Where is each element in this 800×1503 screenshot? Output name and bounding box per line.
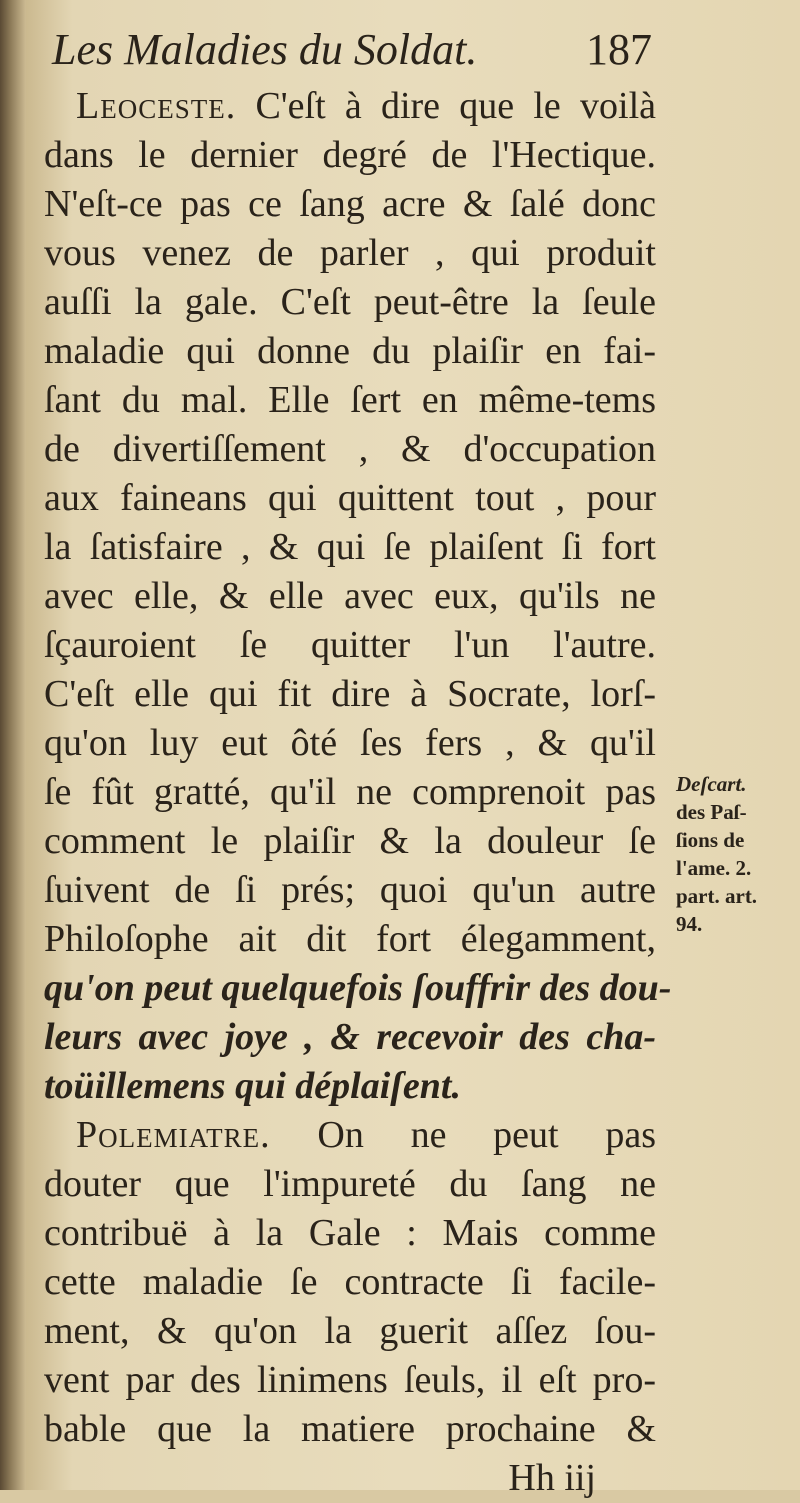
quotation-line: toüillemens qui déplaiſent. — [44, 1065, 461, 1107]
text-line: aux faineans qui quittent tout , pour — [44, 477, 656, 519]
text-line: auſſi la gale. C'eſt peut-être la ſeule — [44, 281, 656, 323]
text-line: ſe fût gratté, qu'il ne comprenoit pas — [44, 771, 656, 813]
text-line: la ſatisfaire , & qui ſe plaiſent ſi fort — [44, 526, 656, 568]
margin-note-line: Deſcart. — [676, 772, 747, 796]
book-gutter — [0, 0, 26, 1490]
margin-note — [676, 770, 794, 938]
margin-note-line: part. art. — [676, 884, 758, 908]
text-line: comment le plaiſir & la douleur ſe — [44, 820, 656, 862]
text-line — [44, 1111, 656, 1160]
text-line: N'eſt-ce pas ce ſang acre & ſalé donc — [44, 183, 656, 225]
text-line: dans le dernier degré de l'Hectique. — [44, 134, 656, 176]
margin-note-line: des Paſ- — [676, 800, 747, 824]
text-line: ſçauroient ſe quitter l'un l'autre. — [44, 624, 656, 666]
quotation-line: leurs avec joye , & recevoir des cha- — [44, 1016, 656, 1058]
text-line: ſuivent de ſi prés; quoi qu'un autre — [44, 869, 656, 911]
main-text — [44, 82, 672, 1503]
text-line: maladie qui donne du plaiſir en fai- — [44, 330, 656, 372]
running-title: Les Maladies du Soldat. — [52, 25, 478, 74]
text-line: C'eſt elle qui fit dire à Socrate, lorſ- — [44, 673, 656, 715]
text-line: Philoſophe ait dit fort élegamment, — [44, 918, 656, 960]
text-line: ſant du mal. Elle ſert en même-tems — [44, 379, 656, 421]
text-line: contribuë à la Gale : Mais comme — [44, 1212, 656, 1254]
text-line: qu'on luy eut ôté ſes fers , & qu'il — [44, 722, 656, 764]
text-line: douter que l'impureté du ſang ne — [44, 1163, 656, 1205]
quotation-line: qu'on peut quelquefois ſouffrir des dou- — [44, 967, 672, 1009]
page-header — [52, 22, 652, 78]
text-line: bable que la matiere prochaine & — [44, 1408, 656, 1450]
margin-note-line: l'ame. 2. — [676, 856, 752, 880]
text-line: ment, & qu'on la guerit aſſez ſou- — [44, 1310, 656, 1352]
margin-note-line: 94. — [676, 912, 703, 936]
text-line: cette maladie ſe contracte ſi facile- — [44, 1261, 656, 1303]
signature-mark: Hh iij — [508, 1457, 596, 1499]
text-span: On ne peut pas — [317, 1114, 656, 1156]
text-line: vent par des linimens ſeuls, il eſt pro- — [44, 1359, 656, 1401]
text-line: de divertiſſement , & d'occupation — [44, 428, 656, 470]
page-number: 187 — [586, 25, 652, 74]
margin-note-line: ſions de — [676, 828, 745, 852]
text-line: vous venez de parler , qui produit — [44, 232, 656, 274]
text-line: avec elle, & elle avec eux, qu'ils ne — [44, 575, 656, 617]
speaker-name: Polemiatre. — [76, 1114, 271, 1156]
text-span: C'eſt à dire que le voilà — [255, 85, 657, 127]
speaker-name: Leoceste. — [76, 85, 237, 127]
text-line — [44, 82, 656, 131]
